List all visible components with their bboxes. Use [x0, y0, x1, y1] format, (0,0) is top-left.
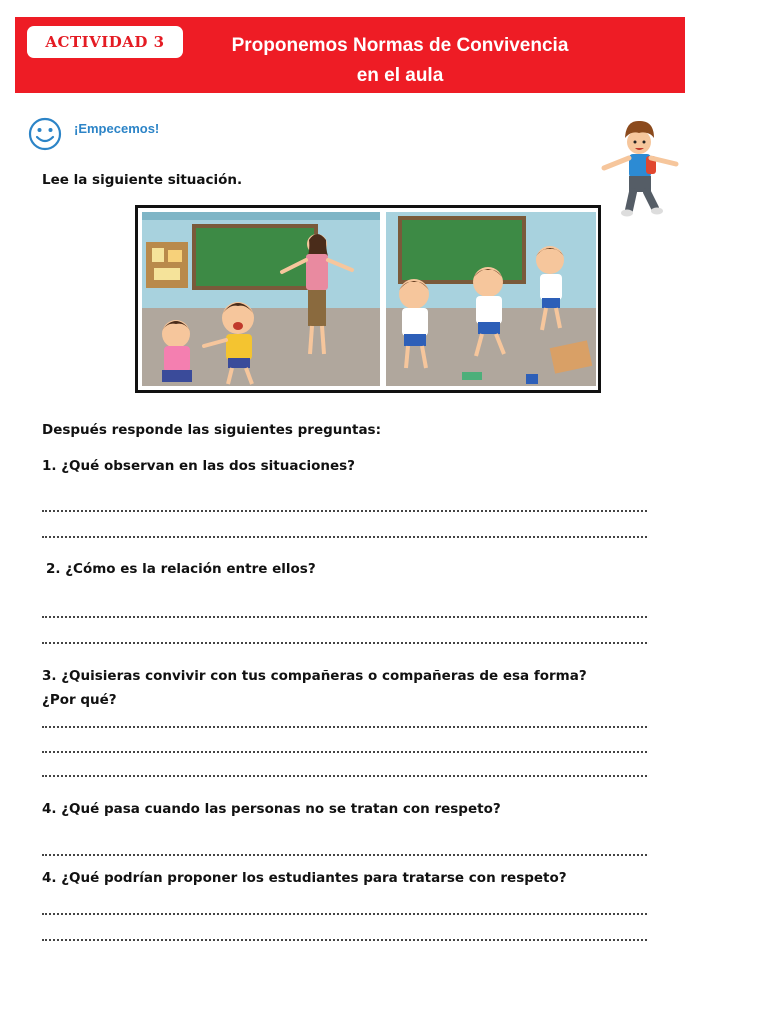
scene-left-panel — [142, 212, 380, 386]
classroom-conflict-illustration — [135, 205, 601, 393]
question-2: 2. ¿Cómo es la relación entre ellos? — [46, 561, 316, 577]
answer-line-4a[interactable] — [42, 852, 647, 856]
answer-line-2b[interactable] — [42, 640, 647, 644]
scene-right-panel — [386, 212, 596, 386]
answer-line-1b[interactable] — [42, 534, 647, 538]
start-label: ¡Empecemos! — [74, 121, 160, 136]
answer-line-5a[interactable] — [42, 911, 647, 915]
question-5: 4. ¿Qué podrían proponer los estudiantes para tratarse con respeto? — [42, 870, 567, 886]
question-3-line-2: ¿Por qué? — [42, 692, 117, 708]
answer-line-2a[interactable] — [42, 614, 647, 618]
answer-line-1a[interactable] — [42, 508, 647, 512]
page-title — [190, 31, 610, 91]
answer-line-5b[interactable] — [42, 937, 647, 941]
answer-line-3a[interactable] — [42, 724, 647, 728]
smiley-icon — [28, 117, 62, 151]
instruction-text: Lee la siguiente situación. — [42, 172, 243, 188]
activity-badge: ACTIVIDAD 3 — [27, 26, 183, 58]
boy-mascot-illustration — [598, 116, 682, 224]
header-banner — [15, 17, 685, 93]
answer-line-3b[interactable] — [42, 749, 647, 753]
title-line-1: Proponemos Normas de Convivencia — [231, 35, 569, 56]
title-line-2: en el aula — [356, 65, 444, 86]
question-3-line-1: 3. ¿Quisieras convivir con tus compañeras o compañeras de esa forma? — [42, 668, 587, 684]
question-4: 4. ¿Qué pasa cuando las personas no se tratan con respeto? — [42, 801, 501, 817]
question-1: 1. ¿Qué observan en las dos situaciones? — [42, 458, 355, 474]
questions-intro: Después responde las siguientes preguntas: — [42, 422, 381, 438]
answer-line-3c[interactable] — [42, 773, 647, 777]
